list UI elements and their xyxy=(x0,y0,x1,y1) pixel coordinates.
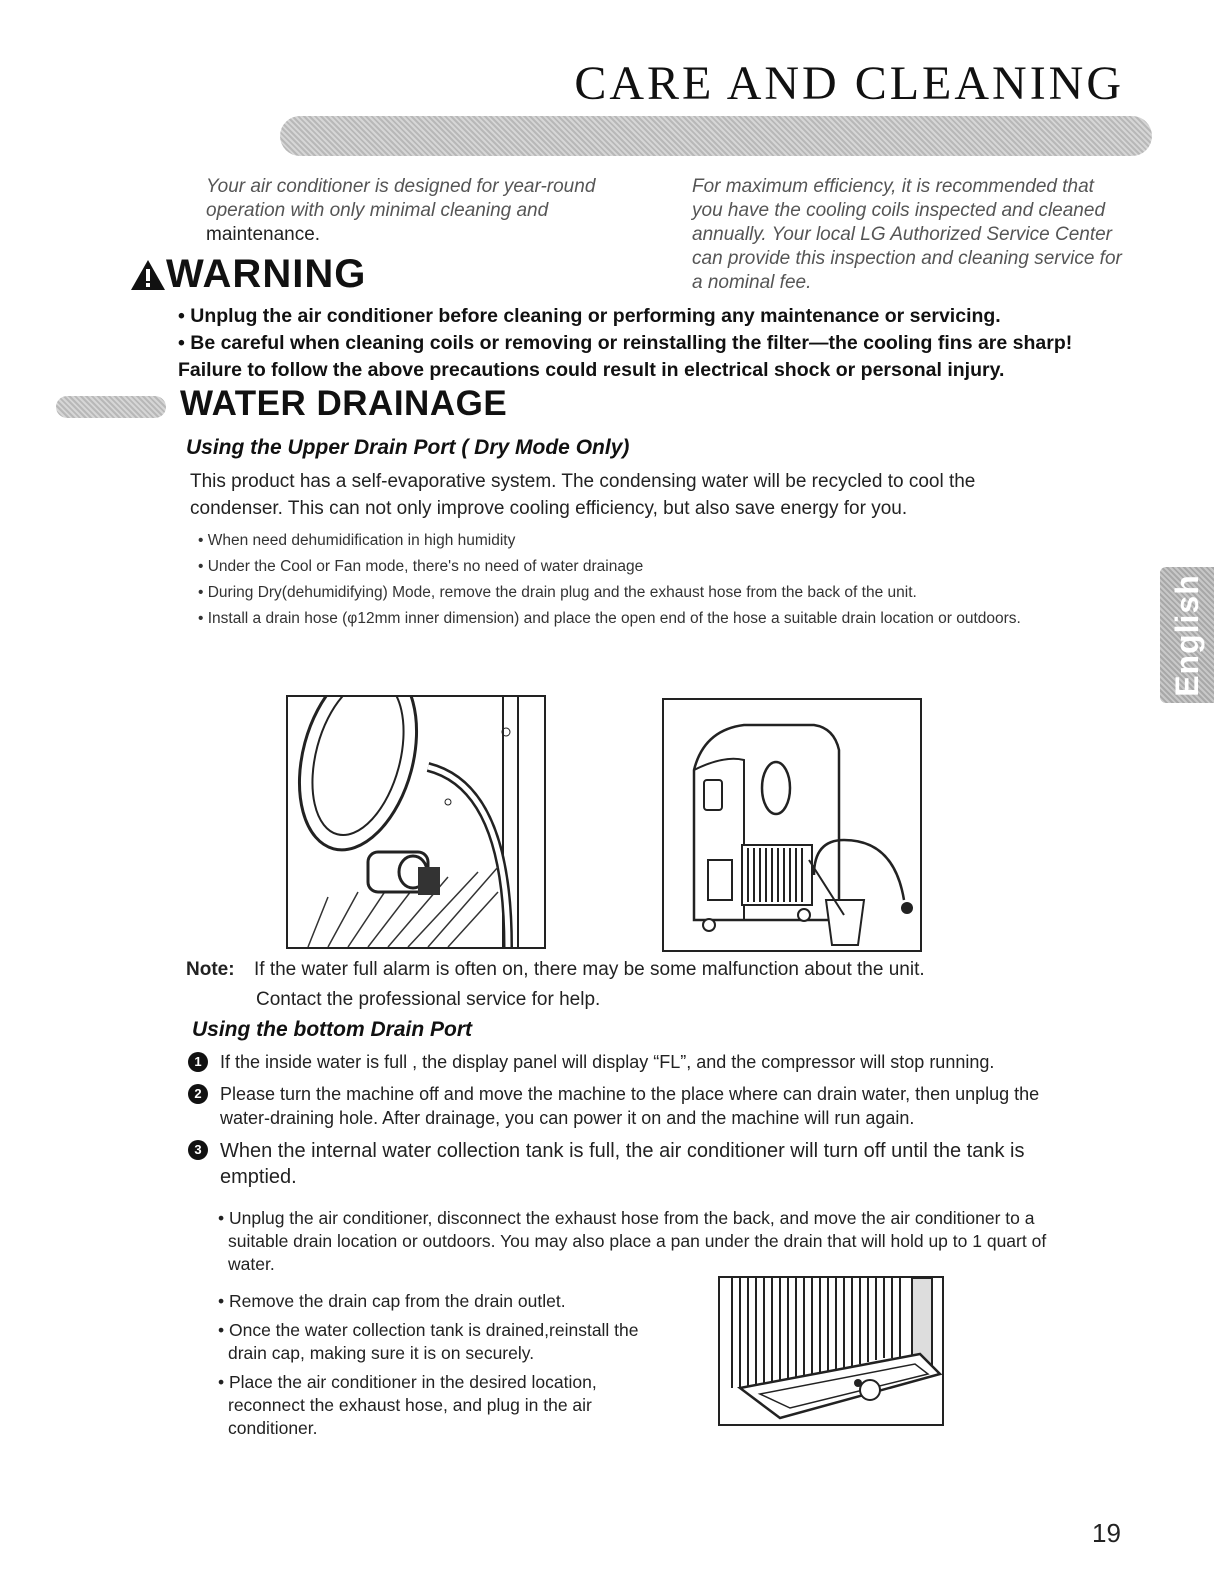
step-item xyxy=(188,1138,1068,1190)
section-title: WATER DRAINAGE xyxy=(180,384,508,423)
bottom-drain-heading: Using the bottom Drain Port xyxy=(192,1018,472,1041)
list-item: • When need dehumidification in high humidity xyxy=(198,532,516,549)
warning-heading xyxy=(130,252,366,297)
list-item: • Install a drain hose (φ12mm inner dimension) and place the open end of the hose a suitable drain location or outdoors. xyxy=(198,610,1021,627)
drain-pan-illustration xyxy=(720,1278,942,1424)
warning-item: • Be careful when cleaning coils or removing or reinstalling the filter—the cooling fins are sharp! xyxy=(178,332,1073,354)
warning-item: • Unplug the air conditioner before cleaning or performing any maintenance or servicing. xyxy=(178,305,1001,327)
title-decoration-bar xyxy=(280,116,1152,156)
note-label: Note: xyxy=(186,959,235,980)
list-item: • Unplug the air conditioner, disconnect the exhaust hose from the back, and move the air conditioner to a suitable drain location or outdoors. You may also place a pan under the drain that will hold up to 1 quart of water. xyxy=(218,1208,1047,1274)
upper-drain-heading: Using the Upper Drain Port ( Dry Mode Only) xyxy=(186,436,630,459)
list-item: • During Dry(dehumidifying) Mode, remove the drain plug and the exhaust hose from the back of the unit. xyxy=(198,584,917,601)
step-item xyxy=(188,1082,1068,1130)
warning-list xyxy=(178,303,1178,384)
list-item: • Remove the drain cap from the drain outlet. xyxy=(218,1291,566,1311)
note-line: If the water full alarm is often on, there may be some malfunction about the unit. xyxy=(254,959,925,980)
step-text: When the internal water collection tank is full, the air conditioner will turn off until the tank is emptied. xyxy=(220,1140,1025,1188)
warning-triangle-icon xyxy=(130,259,166,291)
page-title: CARE AND CLEANING xyxy=(574,57,1124,110)
note-line: Contact the professional service for help. xyxy=(256,989,601,1010)
page-number: 19 xyxy=(1092,1518,1121,1548)
intro-left-plain: maintenance. xyxy=(206,224,321,245)
bottom-drain-steps xyxy=(188,1050,1068,1198)
upper-drain-body xyxy=(190,468,1090,522)
warning-title: WARNING xyxy=(166,252,367,296)
list-item: • Under the Cool or Fan mode, there's no need of water drainage xyxy=(198,558,644,575)
step-text: If the inside water is full , the display panel will display “FL”, and the compressor will stop running. xyxy=(220,1052,995,1072)
intro-right: For maximum efficiency, it is recommended that you have the cooling coils inspected and cleaned annually. Your local LG Authorized Service Center can provide this inspection and cleaning service for a nominal fee. xyxy=(692,176,1122,293)
portable-ac-illustration xyxy=(664,700,920,950)
list-item: • Once the water collection tank is drained,reinstall the drain cap, making sure it is on securely. xyxy=(218,1320,639,1363)
step-item xyxy=(188,1050,1068,1074)
drain-pan-figure xyxy=(718,1276,944,1426)
unit-with-hose-figure xyxy=(662,698,922,952)
upper-body-line: This product has a self-evaporative system. The condensing water will be recycled to cool the xyxy=(190,471,976,492)
drain-port-closeup-figure xyxy=(286,695,546,949)
bottom-drain-bullets-cont xyxy=(218,1290,668,1446)
upper-body-line: condenser. This can not only improve cooling efficiency, but also save energy for you. xyxy=(190,498,908,519)
list-item: • Place the air conditioner in the desired location, reconnect the exhaust hose, and plug in the air conditioner. xyxy=(218,1372,597,1438)
upper-drain-bullets xyxy=(198,528,1068,632)
language-side-tab xyxy=(1160,567,1214,703)
intro-left-italic: Your air conditioner is designed for year-round operation with only minimal cleaning and xyxy=(206,176,596,221)
note xyxy=(186,955,925,1015)
step-number-badge: 3 xyxy=(188,1140,208,1160)
step-number-badge: 1 xyxy=(188,1052,208,1072)
drain-port-illustration xyxy=(288,697,544,947)
bottom-drain-bullets xyxy=(218,1207,1058,1282)
intro-left xyxy=(206,175,666,247)
step-number-badge: 2 xyxy=(188,1084,208,1104)
section-decoration-pill xyxy=(56,396,166,418)
step-text: Please turn the machine off and move the machine to the place where can drain water, then unplug the water-draining hole. After drainage, you can power it on and the machine will run again. xyxy=(220,1084,1040,1128)
warning-item: Failure to follow the above precautions could result in electrical shock or personal injury. xyxy=(178,359,1005,381)
side-tab-label: English xyxy=(1168,573,1205,697)
